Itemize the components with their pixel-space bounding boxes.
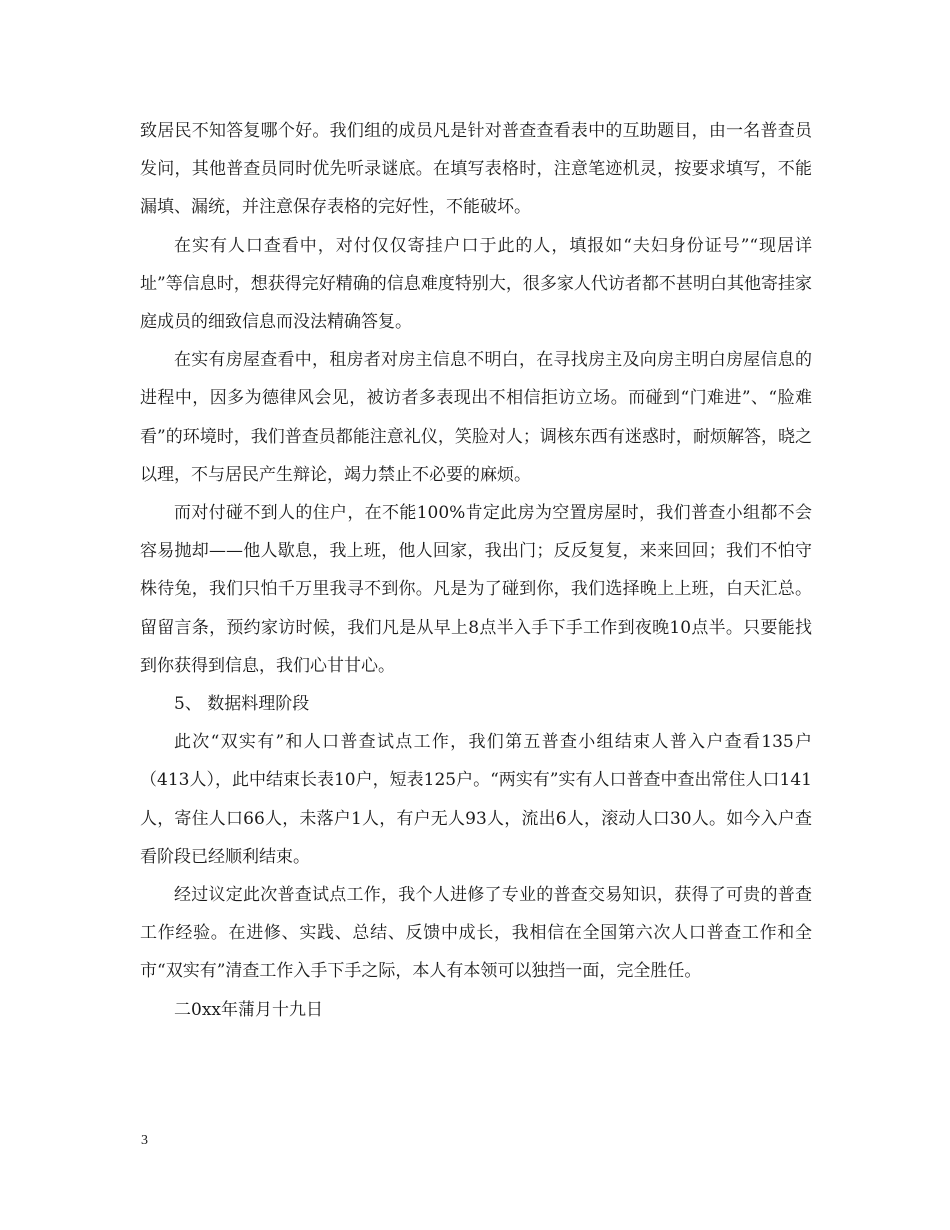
paragraph-7: 经过议定此次普查试点工作，我个人进修了专业的普查交易知识，获得了可贵的普查工作经验。在进修、实践、总结、反馈中成长，我相信在全国第六次人口普查工作和全市“双实有”清查工作入手下手之际，本人有本领可以独挡一面，完全胜任。 xyxy=(140,885,812,982)
paragraph-2: 在实有人口查看中，对付仅仅寄挂户口于此的人，填报如“夫妇身份证号”“现居详址”等信息时，想获得完好精确的信息难度特别大，很多家人代访者都不甚明白其他寄挂家庭成员的细致信息而没法精确答复。 xyxy=(140,235,812,333)
section-heading-5: 5、 数据料理阶段 xyxy=(174,694,310,715)
paragraph-3: 在实有房屋查看中，租房者对房主信息不明白，在寻找房主及向房主明白房屋信息的进程中，因多为德律风会见，被访者多表现出不相信拒访立场。而碰到“门难进”、“脸难看”的环境时，我们普查员都能注意礼仪，笑脸对人；调核东西有迷惑时，耐烦解答，晓之以理，不与居民产生辩论，竭力禁止不必要的麻烦。 xyxy=(140,350,812,485)
paragraph-4: 而对付碰不到人的住户，在不能100%肯定此房为空置房屋时，我们普查小组都不会容易抛却——他人歇息，我上班，他人回家，我出门；反反复复，来来回回；我们不怕守株待兔，我们只怕千万里我寻不到你。凡是为了碰到你，我们选择晚上上班，白天汇总。留留言条，预约家访时候，我们凡是从早上8点半入手下手工作到夜晚10点半。只要能找到你获得到信息，我们心甘甘心。 xyxy=(140,503,812,676)
document-body xyxy=(140,112,812,1029)
page-number: 3 xyxy=(141,1133,148,1148)
paragraph-6: 此次“双实有”和人口普查试点工作，我们第五普查小组结束人普入户查看135户（413人），此中结束长表10户，短表125户。“两实有”实有人口普查中查出常住人口141人，寄住人口66人，未落户1人，有户无人93人，流出6人，滚动人口30人。如今入户查看阶段已经顺利结束。 xyxy=(140,732,812,867)
date-line: 二0xx年蒲月十九日 xyxy=(174,999,323,1020)
paragraph-1: 致居民不知答复哪个好。我们组的成员凡是针对普查查看表中的互助题目，由一名普查员发问，其他普查员同时优先听录谜底。在填写表格时，注意笔迹机灵，按要求填写，不能漏填、漏统，并注意保存表格的完好性，不能破坏。 xyxy=(140,121,812,218)
